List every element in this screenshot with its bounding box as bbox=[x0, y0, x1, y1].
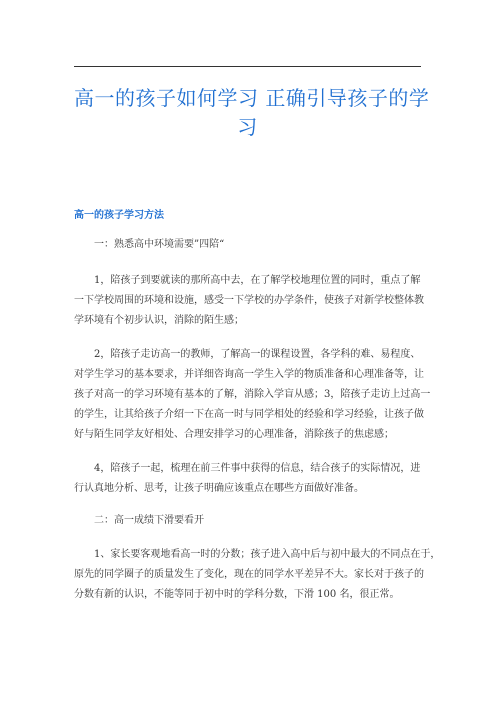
paragraph-line: 二：高一成绩下滑要看开 bbox=[94, 515, 204, 526]
section-heading: 高一的孩子学习方法 bbox=[74, 210, 164, 221]
paragraph-line: 的学生，让其给孩子介绍一下在高一时与同学相处的经验和学习经验，让孩子做 bbox=[74, 409, 424, 420]
top-divider bbox=[74, 66, 421, 67]
paragraph-line: 2，陪孩子走访高一的教师，了解高一的课程设置，各学科的难、易程度、 bbox=[94, 349, 421, 360]
paragraph-line: 1、家长要客观地看高一时的分数；孩子进入高中后与初中最大的不同点在于， bbox=[94, 549, 441, 560]
paragraph-line: 好与陌生同学友好相处、合理安排学习的心理准备，消除孩子的焦虑感； bbox=[74, 429, 394, 440]
title-line-1: 高一的孩子如何学习 正确引导孩子的学 bbox=[74, 86, 430, 110]
paragraph-line: 1，陪孩子到要就读的那所高中去，在了解学校地理位置的同时，重点了解 bbox=[94, 275, 421, 286]
paragraph-3 bbox=[74, 345, 431, 445]
paragraph-line: 行认真地分析、思考，让孩子明确应该重点在哪些方面做好准备。 bbox=[74, 483, 364, 494]
title-line-2: 习 bbox=[237, 115, 258, 139]
paragraph-line: 学环境有个初步认识，消除的陌生感； bbox=[74, 315, 244, 326]
paragraph-2 bbox=[74, 271, 424, 331]
paragraph-line: 对学生学习的基本要求，并详细咨询高一学生入学的物质准备和心理准备等，让 bbox=[74, 369, 424, 380]
paragraph-6 bbox=[74, 545, 441, 605]
paragraph-1 bbox=[74, 235, 421, 255]
page-title bbox=[74, 84, 430, 142]
paragraph-line: 一下学校周围的环境和设施，感受一下学校的办学条件，使孩子对新学校整体教 bbox=[74, 295, 424, 306]
paragraph-5 bbox=[74, 511, 421, 531]
paragraph-line: 一：熟悉高中环境需要”四陪“ bbox=[94, 239, 225, 250]
paragraph-line: 4，陪孩子一起，梳理在前三件事中获得的信息，结合孩子的实际情况，进 bbox=[94, 463, 421, 474]
paragraph-line: 分数有新的认识，不能等同于初中时的学科分数，下滑 100 名，很正常。 bbox=[74, 589, 400, 600]
paragraph-4 bbox=[74, 459, 421, 499]
paragraph-line: 孩子对高一的学习环境有基本的了解，消除入学盲从感；3，陪孩子走访上过高一 bbox=[74, 389, 431, 400]
paragraph-line: 原先的同学圈子的质量发生了变化，现在的同学水平差异不大。家长对于孩子的 bbox=[74, 569, 424, 580]
